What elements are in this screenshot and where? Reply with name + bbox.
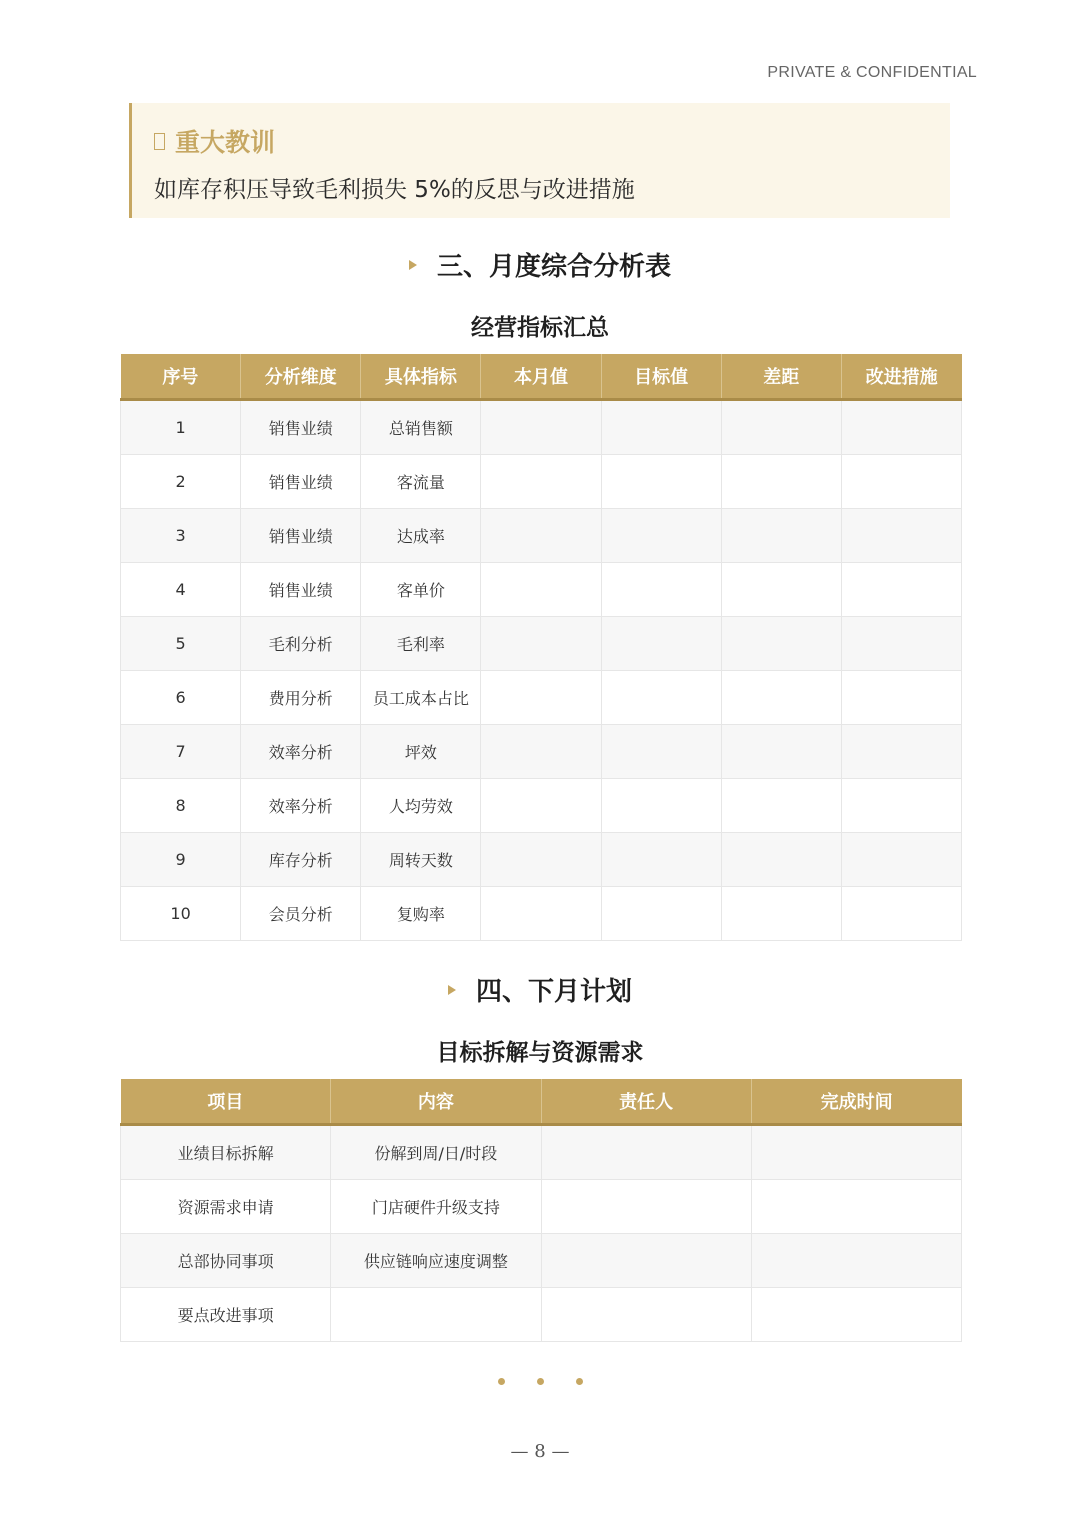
table-row: [121, 887, 962, 941]
table-cell: [841, 779, 961, 833]
table-row: [121, 1180, 962, 1234]
table-cell: 9: [121, 833, 241, 887]
column-header: 差距: [721, 354, 841, 400]
table-cell: 资源需求申请: [121, 1180, 331, 1234]
column-header: 责任人: [541, 1079, 751, 1125]
table-cell: 效率分析: [241, 779, 361, 833]
table-cell: [601, 563, 721, 617]
table-cell: [601, 887, 721, 941]
table-cell: [841, 400, 961, 455]
table-cell: [721, 400, 841, 455]
dot-icon: [537, 1378, 544, 1385]
table-row: [121, 617, 962, 671]
table-cell: [841, 455, 961, 509]
table-cell: 坪效: [361, 725, 481, 779]
section-3-subtitle: 经营指标汇总: [471, 315, 609, 341]
table-row: [121, 725, 962, 779]
table-cell: 供应链响应速度调整: [331, 1234, 541, 1288]
table-cell: 5: [121, 617, 241, 671]
table-row: [121, 509, 962, 563]
table-row: [121, 1234, 962, 1288]
table-cell: [481, 455, 601, 509]
table-cell: [481, 671, 601, 725]
table-cell: [481, 779, 601, 833]
callout-body: 如库存积压导致毛利损失 5%的反思与改进措施: [154, 177, 635, 203]
column-header: 目标值: [601, 354, 721, 400]
table-cell: 门店硬件升级支持: [331, 1180, 541, 1234]
table-cell: 总销售额: [361, 400, 481, 455]
table-row: [121, 779, 962, 833]
table-cell: [541, 1125, 751, 1180]
section-3-title: [0, 246, 1080, 283]
table-cell: 7: [121, 725, 241, 779]
table-cell: [751, 1234, 961, 1288]
table-cell: [601, 400, 721, 455]
table-cell: 销售业绩: [241, 455, 361, 509]
table-row: [121, 563, 962, 617]
table-cell: 1: [121, 400, 241, 455]
table-cell: 销售业绩: [241, 509, 361, 563]
table-cell: 10: [121, 887, 241, 941]
table-cell: 毛利率: [361, 617, 481, 671]
table-cell: 8: [121, 779, 241, 833]
table-row: [121, 833, 962, 887]
callout-title: [154, 123, 275, 159]
table-cell: [601, 617, 721, 671]
table-row: [121, 1125, 962, 1180]
table-cell: [331, 1288, 541, 1342]
table-cell: [481, 833, 601, 887]
table-cell: [601, 671, 721, 725]
section-4-title: [0, 971, 1080, 1008]
table-cell: 业绩目标拆解: [121, 1125, 331, 1180]
table-cell: [841, 887, 961, 941]
column-header: 改进措施: [841, 354, 961, 400]
table-cell: [841, 725, 961, 779]
section-4-title-text: 四、下月计划: [475, 977, 632, 1007]
table-cell: [541, 1180, 751, 1234]
table-cell: 复购率: [361, 887, 481, 941]
table-cell: 份解到周/日/时段: [331, 1125, 541, 1180]
table-cell: [481, 400, 601, 455]
table-cell: 周转天数: [361, 833, 481, 887]
column-header: 完成时间: [751, 1079, 961, 1125]
table-cell: [601, 725, 721, 779]
section-3-title-text: 三、月度综合分析表: [436, 252, 671, 282]
table-cell: 销售业绩: [241, 563, 361, 617]
dot-icon: [498, 1378, 505, 1385]
next-month-plan-table: [120, 1079, 962, 1342]
table-cell: [541, 1288, 751, 1342]
table-row: [121, 1288, 962, 1342]
table-cell: [721, 833, 841, 887]
table-cell: 4: [121, 563, 241, 617]
column-header: 项目: [121, 1079, 331, 1125]
column-header: 分析维度: [241, 354, 361, 400]
table-cell: [721, 617, 841, 671]
table-cell: 达成率: [361, 509, 481, 563]
table-header-row: [121, 1079, 962, 1125]
table-cell: [721, 887, 841, 941]
confidential-label: PRIVATE & CONFIDENTIAL: [767, 64, 977, 81]
column-header: 本月值: [481, 354, 601, 400]
table-cell: 员工成本占比: [361, 671, 481, 725]
table-cell: 毛利分析: [241, 617, 361, 671]
page-number: — 8 —: [510, 1441, 570, 1462]
table-cell: 3: [121, 509, 241, 563]
table-cell: [541, 1234, 751, 1288]
table-cell: [601, 779, 721, 833]
table-cell: [601, 509, 721, 563]
table-cell: [481, 509, 601, 563]
callout-title-text: 重大教训: [175, 128, 276, 157]
table-cell: [481, 887, 601, 941]
table-cell: 要点改进事项: [121, 1288, 331, 1342]
table-cell: [721, 563, 841, 617]
table-cell: [721, 779, 841, 833]
table-cell: [601, 833, 721, 887]
table-cell: 2: [121, 455, 241, 509]
table-cell: [841, 671, 961, 725]
triangle-bullet-icon: [448, 985, 456, 995]
table-cell: [721, 725, 841, 779]
table-cell: 销售业绩: [241, 400, 361, 455]
table-cell: [751, 1180, 961, 1234]
table-cell: [841, 833, 961, 887]
table-cell: [721, 509, 841, 563]
table-cell: [841, 563, 961, 617]
table-cell: [721, 455, 841, 509]
column-header: 内容: [331, 1079, 541, 1125]
table-row: [121, 400, 962, 455]
metrics-summary-table: [120, 354, 962, 941]
table-cell: 费用分析: [241, 671, 361, 725]
triangle-bullet-icon: [409, 260, 417, 270]
table-row: [121, 455, 962, 509]
decorative-dots: [0, 1378, 1080, 1385]
table-cell: [751, 1125, 961, 1180]
table-header-row: [121, 354, 962, 400]
table-cell: [751, 1288, 961, 1342]
lesson-callout: [129, 103, 950, 218]
table-cell: [481, 563, 601, 617]
table-cell: 库存分析: [241, 833, 361, 887]
table-cell: [841, 617, 961, 671]
table-cell: 6: [121, 671, 241, 725]
column-header: 具体指标: [361, 354, 481, 400]
table-cell: 效率分析: [241, 725, 361, 779]
table-cell: [481, 617, 601, 671]
table-cell: 人均劳效: [361, 779, 481, 833]
table-cell: [601, 455, 721, 509]
section-4-subtitle: 目标拆解与资源需求: [436, 1040, 644, 1066]
table-cell: [841, 509, 961, 563]
box-icon: [154, 133, 165, 150]
table-cell: 总部协同事项: [121, 1234, 331, 1288]
column-header: 序号: [121, 354, 241, 400]
table-cell: 客单价: [361, 563, 481, 617]
table-cell: [481, 725, 601, 779]
dot-icon: [576, 1378, 583, 1385]
table-cell: 客流量: [361, 455, 481, 509]
table-cell: [721, 671, 841, 725]
table-cell: 会员分析: [241, 887, 361, 941]
table-row: [121, 671, 962, 725]
